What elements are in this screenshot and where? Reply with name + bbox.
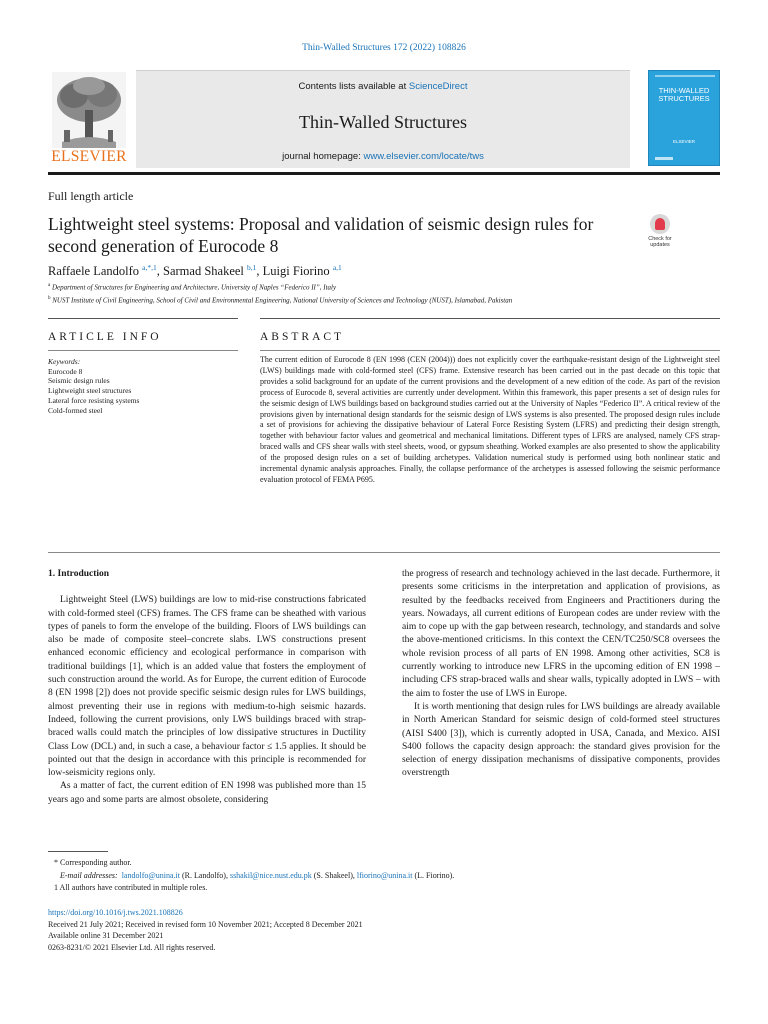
contribution-note: 1 All authors have contributed in multiple roles. <box>54 883 208 892</box>
author-list: Raffaele Landolfo $^{a,*,1}$, Sarmad Shakeel $^{b,1}$, Luigi Fiorino $^{a,1}$ <box>48 263 342 279</box>
body-column-right <box>402 568 720 781</box>
publication-info <box>48 907 720 954</box>
contents-prefix: Contents lists available at <box>298 81 409 92</box>
received-dates: Received 21 July 2021; Received in revised form 10 November 2021; Accepted 8 December 2021 <box>48 919 363 929</box>
email-addresses: E-mail addresses: landolfo@unina.it (R. Landolfo), sshakil@nice.nust.edu.pk (S. Shakeel), lfiorino@unina.it (L. Fiorino). <box>48 870 720 883</box>
author-affil-mark[interactable]: a,1 <box>332 263 342 272</box>
header-divider <box>48 172 720 175</box>
elsevier-wordmark: ELSEVIER <box>51 148 127 165</box>
body-column-left <box>48 568 366 807</box>
cover-top-bar <box>655 75 715 77</box>
homepage-line <box>136 151 630 162</box>
abstract-bottom-rule <box>48 552 720 553</box>
sciencedirect-link[interactable]: ScienceDirect <box>408 81 468 92</box>
author-affil-mark[interactable]: a,*,1 <box>142 263 157 272</box>
keywords-label: Keywords: <box>48 357 81 366</box>
journal-cover-thumbnail[interactable] <box>648 70 720 166</box>
abstract-heading-rule <box>260 350 720 351</box>
journal-info-box <box>136 70 630 168</box>
footnotes <box>48 857 720 895</box>
section-title: 1. Introduction <box>48 569 110 579</box>
body-paragraph: the progress of research and technology achieved in the last decade. Furthermore, it presents some criticisms in the interpretation and application of provisions, as resulted by the feedbacks received from Engineers and Practitioners during the years. Nowadays, all current editions of European codes are under review with the aim to cope up with the gap between research, technology, and standards and solve the above-mentioned criticisms. In this context the CEN/TC250/SC8 oversees the whole revision process of all parts of EN 1998. Among other activities, SC8 is currently working to introduce new LFRS in the upcoming edition of EN 1998 – including CFS strap-braced walls and shear walls, typically adopted in LWS – with the aim to foster the use of LWS in Europe. <box>402 569 720 699</box>
crossmark-label: Check for updates <box>648 236 672 248</box>
journal-citation[interactable]: Thin-Walled Structures 172 (2022) 108826 <box>302 43 466 53</box>
abstract-text: The current edition of Eurocode 8 (EN 1998 (CEN (2004))) does not explicitly cover the earthquake-resistant design of the Lightweight steel (LWS) buildings made with cold-formed steel (CFS) frame. Extensive research has been carried out in the past decade on this topic that provides a solid background for an update of the current provisions and the development of a new edition of the code. As part of the revision process of Eurocode 8, several activities are currently under development. Within this framework, this paper presents a set of design rules for the seismic design of LWS buildings based on background studies carried out at the University of Naples “Federico II”. A critical review of the provisions given by international design standards for the seismic design of LWS systems is also presented. The proposed design rules include a set of provisions for achieving the dissipative behaviour of Lateral Force Resisting System (LFRS) and predicting their design strength, together with behaviour factor values and geometrical and mechanical limitations. Different types of LFRS are analysed, namely CFS strap-braced walls and CFS shear walls with steel sheets, wood, or gypsum sheathing. Worked examples are also presented to show the applicability of the proposed design rules on a set of building archetypes. Validation numerical study is performed using both nonlinear static and incremental dynamic analysis approaches. Finally, the collapse performance of the archetypes is assessed following the seismic performance evaluation protocol of FEMA P695. <box>260 355 720 484</box>
keyword-item: Lateral force resisting systems <box>48 395 140 405</box>
author-name[interactable]: Sarmad Shakeel <box>163 264 244 279</box>
body-paragraph: As a matter of fact, the current edition of EN 1998 was published more than 15 years ago and some parts are almost obsolete, considering <box>48 781 366 805</box>
article-title: Lightweight steel systems: Proposal and validation of seismic design rules for second generation of Eurocode 8 <box>48 214 594 256</box>
contents-line <box>136 81 630 92</box>
article-info-heading: ARTICLE INFO <box>48 331 162 343</box>
affiliation-a: $^a$ Department of Structures for Engineering and Architecture, University of Naples “Federico II”, Italy <box>48 283 337 292</box>
affiliation-b: $^b$ NUST Institute of Civil Engineering, School of Civil and Environmental Engineering, National University of Sciences and Technology (NUST), Islamabad, Pakistan <box>48 296 513 305</box>
keyword-item: Lightweight steel structures <box>48 386 132 396</box>
abstract-top-rule <box>260 318 720 319</box>
crossmark-icon <box>650 214 670 234</box>
author-affil-mark[interactable]: b,1 <box>247 263 257 272</box>
homepage-prefix: journal homepage: <box>282 151 364 162</box>
body-paragraph: Lightweight Steel (LWS) buildings are low to mid-rise constructions fabricated with cold-formed steel (CFS) frames. The CFS frame can be sheathed with various types of panels to form the envelope of the building. Floors of LWS buildings can also be made of composite steel–concrete slabs. LWS constructions present enhanced economic efficiency and ecological performance in comparison with traditional buildings [1], which is an added value that fosters the employment of such construction around the world. As for Europe, the current edition of Eurocode 8 (EN 1998 [2]) does not provide specific seismic design rules for LWS buildings, almost preventing their use in regions with medium-to-high seismic hazards. Indeed, following the current provisions, only LWS buildings braced with strap-braced walls could match the principles of low dissipative structures in Ductility Class Low (DCL) and, in such a case, a behaviour factor ≤ 1.5 applies. It should be pointed out that the design in accordance with this principle is recommended for low-seismicity regions only. <box>48 595 366 779</box>
keywords-list <box>48 357 238 415</box>
email-link-shakeel[interactable]: sshakil@nice.nust.edu.pk <box>229 870 312 880</box>
journal-homepage-link[interactable]: www.elsevier.com/locate/tws <box>363 151 484 162</box>
footnote-rule <box>48 851 108 852</box>
email-label: E-mail addresses: <box>60 870 118 880</box>
cover-title: THIN-WALLED STRUCTURES <box>658 86 710 103</box>
abstract-heading: ABSTRACT <box>260 331 345 343</box>
email-link-landolfo[interactable]: landolfo@unina.it <box>121 870 180 880</box>
cover-footer-mark <box>655 157 673 160</box>
corresponding-author-note: * Corresponding author. <box>54 858 132 867</box>
journal-name: Thin-Walled Structures <box>298 112 467 132</box>
keyword-item: Cold-formed steel <box>48 405 103 415</box>
email-link-fiorino[interactable]: lfiorino@unina.it <box>356 870 413 880</box>
copyright: 0263-8231/© 2021 Elsevier Ltd. All rights reserved. <box>48 943 216 953</box>
doi-link[interactable]: https://doi.org/10.1016/j.tws.2021.108826 <box>48 908 183 917</box>
keyword-item: Seismic design rules <box>48 376 110 386</box>
available-online: Available online 31 December 2021 <box>48 931 164 941</box>
author-name[interactable]: Raffaele Landolfo <box>48 264 140 279</box>
body-paragraph: It is worth mentioning that design rules for LWS buildings are already available in North American Standard for seismic design of cold-formed steel structures (AISI S400 [3]), which is currently adopted in USA, Canada, and Mexico. AISI S400 follows the capacity design approach: the standard gives provision for the selection of energy dissipation mechanisms of dissipative components, provides overstrength <box>402 701 720 779</box>
info-top-rule <box>48 318 238 319</box>
info-heading-rule <box>48 350 238 351</box>
author-name[interactable]: Luigi Fiorino <box>262 264 330 279</box>
keyword-item: Eurocode 8 <box>48 366 83 376</box>
elsevier-logo <box>48 70 130 168</box>
check-for-updates-badge[interactable] <box>640 214 680 254</box>
cover-editor: ELSEVIER <box>672 139 695 144</box>
article-type: Full length article <box>48 189 134 203</box>
elsevier-tree-icon <box>52 72 126 148</box>
journal-masthead <box>48 70 720 168</box>
